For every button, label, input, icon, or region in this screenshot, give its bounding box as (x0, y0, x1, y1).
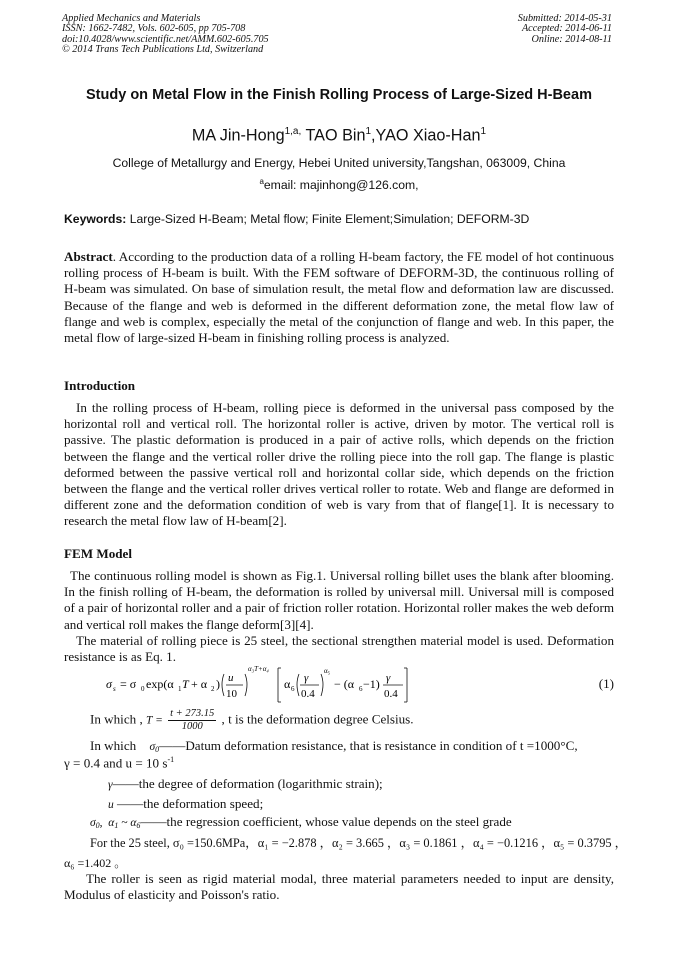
u-definition: u ——the deformation speed; (108, 796, 264, 811)
which-1-post: , t is the deformation degree Celsius. (221, 711, 414, 727)
author-2: TAO Bin (305, 126, 366, 145)
fem-paragraph-last: The roller is seen as rigid material modal, three material parameters needed to input are density, Modulus of elasticity and Poisson's ratio. (64, 871, 614, 903)
svg-text:γ: γ (386, 672, 391, 684)
affiliation: College of Metallurgy and Energy, Hebei United university,Tangshan, 063009, China (112, 156, 566, 170)
svg-text:): ) (216, 677, 220, 691)
svg-text:1: 1 (178, 685, 182, 693)
svg-text:+ α: + α (191, 677, 208, 691)
which-line-1: In which , T = $\frac{t + 273.15}{1000}$ , t is the deformation degree Celsius. (90, 708, 414, 732)
gamma-definition-text: ——the degree of deformation (logarithmic strain); (112, 776, 383, 791)
svg-text:σ: σ (106, 677, 112, 691)
alpha-definition-text: ——the regression coefficient, whose value depends on the steel grade (140, 814, 512, 829)
alpha6-line: α₆ =1.402 。 (64, 856, 127, 870)
equation-1 (100, 662, 614, 704)
keywords-label: Keywords: (64, 212, 127, 226)
svg-text:−1): −1) (363, 677, 380, 691)
svg-text:− (α: − (α (334, 677, 355, 691)
email-marker: a (259, 177, 264, 186)
online-date: Online: 2014-08-11 (531, 33, 612, 45)
t-fraction (168, 708, 216, 733)
gamma-u-text: γ = 0.4 and u = 10 s (64, 755, 168, 771)
svg-text:T: T (182, 677, 189, 691)
equation-number: (1) (598, 676, 614, 691)
journal-header-right (518, 14, 612, 45)
author-2-affil: 1 (365, 126, 372, 137)
section-heading-fem-model: FEM Model (64, 546, 133, 561)
svg-text:0: 0 (141, 685, 145, 693)
gamma-u-line: γ = 0.4 and u = 10 $s^{-1}$ (64, 755, 175, 771)
t-fraction-numerator: t + 273.15 (170, 708, 215, 719)
journal-name: Applied Mechanics and Materials (62, 13, 201, 24)
author-3: ,YAO Xiao-Han (371, 126, 481, 145)
journal-header-left (62, 14, 269, 56)
formula-tail (384, 662, 430, 706)
issn-line: ISSN: 1662-7482, Vols. 602-605, pp 705-708 (62, 23, 246, 35)
which-2-temperature: t =1000°C, (519, 738, 578, 753)
steel-parameters-line: For the 25 steel, σ₀ =150.6MPa，α₁ = −2.878 ，α₂ = 3.665 ，α₃ = 0.1861 ，α₄ = −0.1216 ，α₅ = 0.3795 ， (90, 836, 628, 850)
fem-paragraph-1: The continuous rolling model is shown as Fig.1. Universal rolling billet uses the blank after blooming. In the finish rolling of H-beam, the deformation is rolled by universal mill. Universal mill is composed of a pair of horizontal roller and a pair of friction roller rotation. Horizontal roller makes the web deform and vertical roll makes the flange deform[3][4]. (64, 568, 614, 632)
keywords (64, 212, 624, 226)
svg-text:6: 6 (359, 685, 363, 693)
svg-text:u: u (228, 672, 234, 684)
abstract-text: . According to the production data of a rolling H-beam factory, the FE model of hot continuous rolling process of H-beam is built. With the FEM software of DEFORM-3D, the continuous rolling of H-beam was simulated. On base of simulation result, the metal flow and deformation law are discussed. Because of the flange and web is deformed in the different deformation zone, the metal flow law of flange and web is complex, especially the metal of the conjunction of flange and web. In this paper, the metal flow of large-sized H-beam in finishing rolling process is analyzed. (64, 249, 614, 346)
abstract-label: Abstract (64, 249, 113, 264)
deformation-resistance-formula (100, 662, 400, 706)
svg-text:γ: γ (304, 672, 309, 684)
svg-text:6: 6 (291, 685, 295, 693)
author-3-affil: 1 (480, 126, 487, 137)
copyright-line: © 2014 Trans Tech Publications Ltd, Switzerland (62, 44, 264, 56)
which-2-post: ——Datum deformation resistance, that is resistance in condition of (159, 738, 517, 753)
svg-text:2: 2 (211, 685, 215, 693)
section-heading-introduction: Introduction (64, 378, 136, 393)
which-1-pre: In which , (90, 711, 143, 727)
introduction-paragraph: In the rolling process of H-beam, rolling piece is deformed in the universal pass composed by the horizontal roll and vertical roll. The horizontal roller is active, driven by motor. The vertical roll is passive. The plastic deformation is produced in a pair of active rolls, which depends on the friction between the flange and the vertical roller drive the rolling piece into the roll gap. The flange is plastic deformed between the passive vertical roll and horizontal collar side, which depends on the friction between the flange and the vertical roller drives vertical roller to rotate. Web and flange are deformed in different zone and the deformation condition of web is vary from that of flange[1]. It is necessary to research the metal flow law of H-beam[2]. (64, 400, 614, 529)
which-line-2: In which $\sigma_0——Datum$ deformation resistance, that is resistance in condition of t =1000°C, (90, 738, 578, 754)
svg-text:α₃T+α₄: α₃T+α₄ (248, 665, 269, 673)
svg-text:α₅: α₅ (324, 667, 331, 675)
email-line (64, 177, 614, 192)
t-fraction-denominator: 1000 (181, 721, 203, 732)
alpha-definition: $\sigma_0$, $\alpha_1$ ~ $\alpha_6——the$ regression coefficient, whose value depends on the steel grade (90, 814, 512, 830)
paper-title: Study on Metal Flow in the Finish Rolling Process of Large-Sized H-Beam (86, 87, 592, 103)
svg-text:10: 10 (226, 688, 237, 700)
svg-text:0.4: 0.4 (384, 688, 398, 700)
author-line (64, 126, 614, 145)
author-1: MA Jin-Hong (191, 126, 285, 145)
svg-text:= σ: = σ (120, 677, 137, 691)
svg-text:0.4: 0.4 (301, 688, 315, 700)
fem-paragraph-2: The material of rolling piece is 25 steel, the sectional strengthen material model is used. Deformation resistance is as Eq. 1. (64, 633, 614, 665)
svg-text:α: α (284, 677, 291, 691)
u-definition-text: ——the deformation speed; (117, 796, 264, 811)
svg-text:exp(α: exp(α (146, 677, 174, 691)
svg-text:s: s (113, 685, 116, 693)
keywords-text: Large-Sized H-Beam; Metal flow; Finite Element;Simulation; DEFORM-3D (129, 212, 530, 226)
submitted-date: Submitted: 2014-05-31 (517, 13, 612, 24)
author-1-affil: 1,a, (284, 126, 302, 137)
abstract (64, 249, 614, 346)
doi-line: doi:10.4028/www.scientific.net/AMM.602-605.705 (62, 33, 269, 45)
which-2-pre: In which (90, 738, 137, 753)
accepted-date: Accepted: 2014-06-11 (521, 23, 612, 35)
gamma-definition: γ——the degree of deformation (logarithmic strain); (108, 776, 383, 791)
email-text: email: majinhong@126.com, (263, 178, 419, 193)
